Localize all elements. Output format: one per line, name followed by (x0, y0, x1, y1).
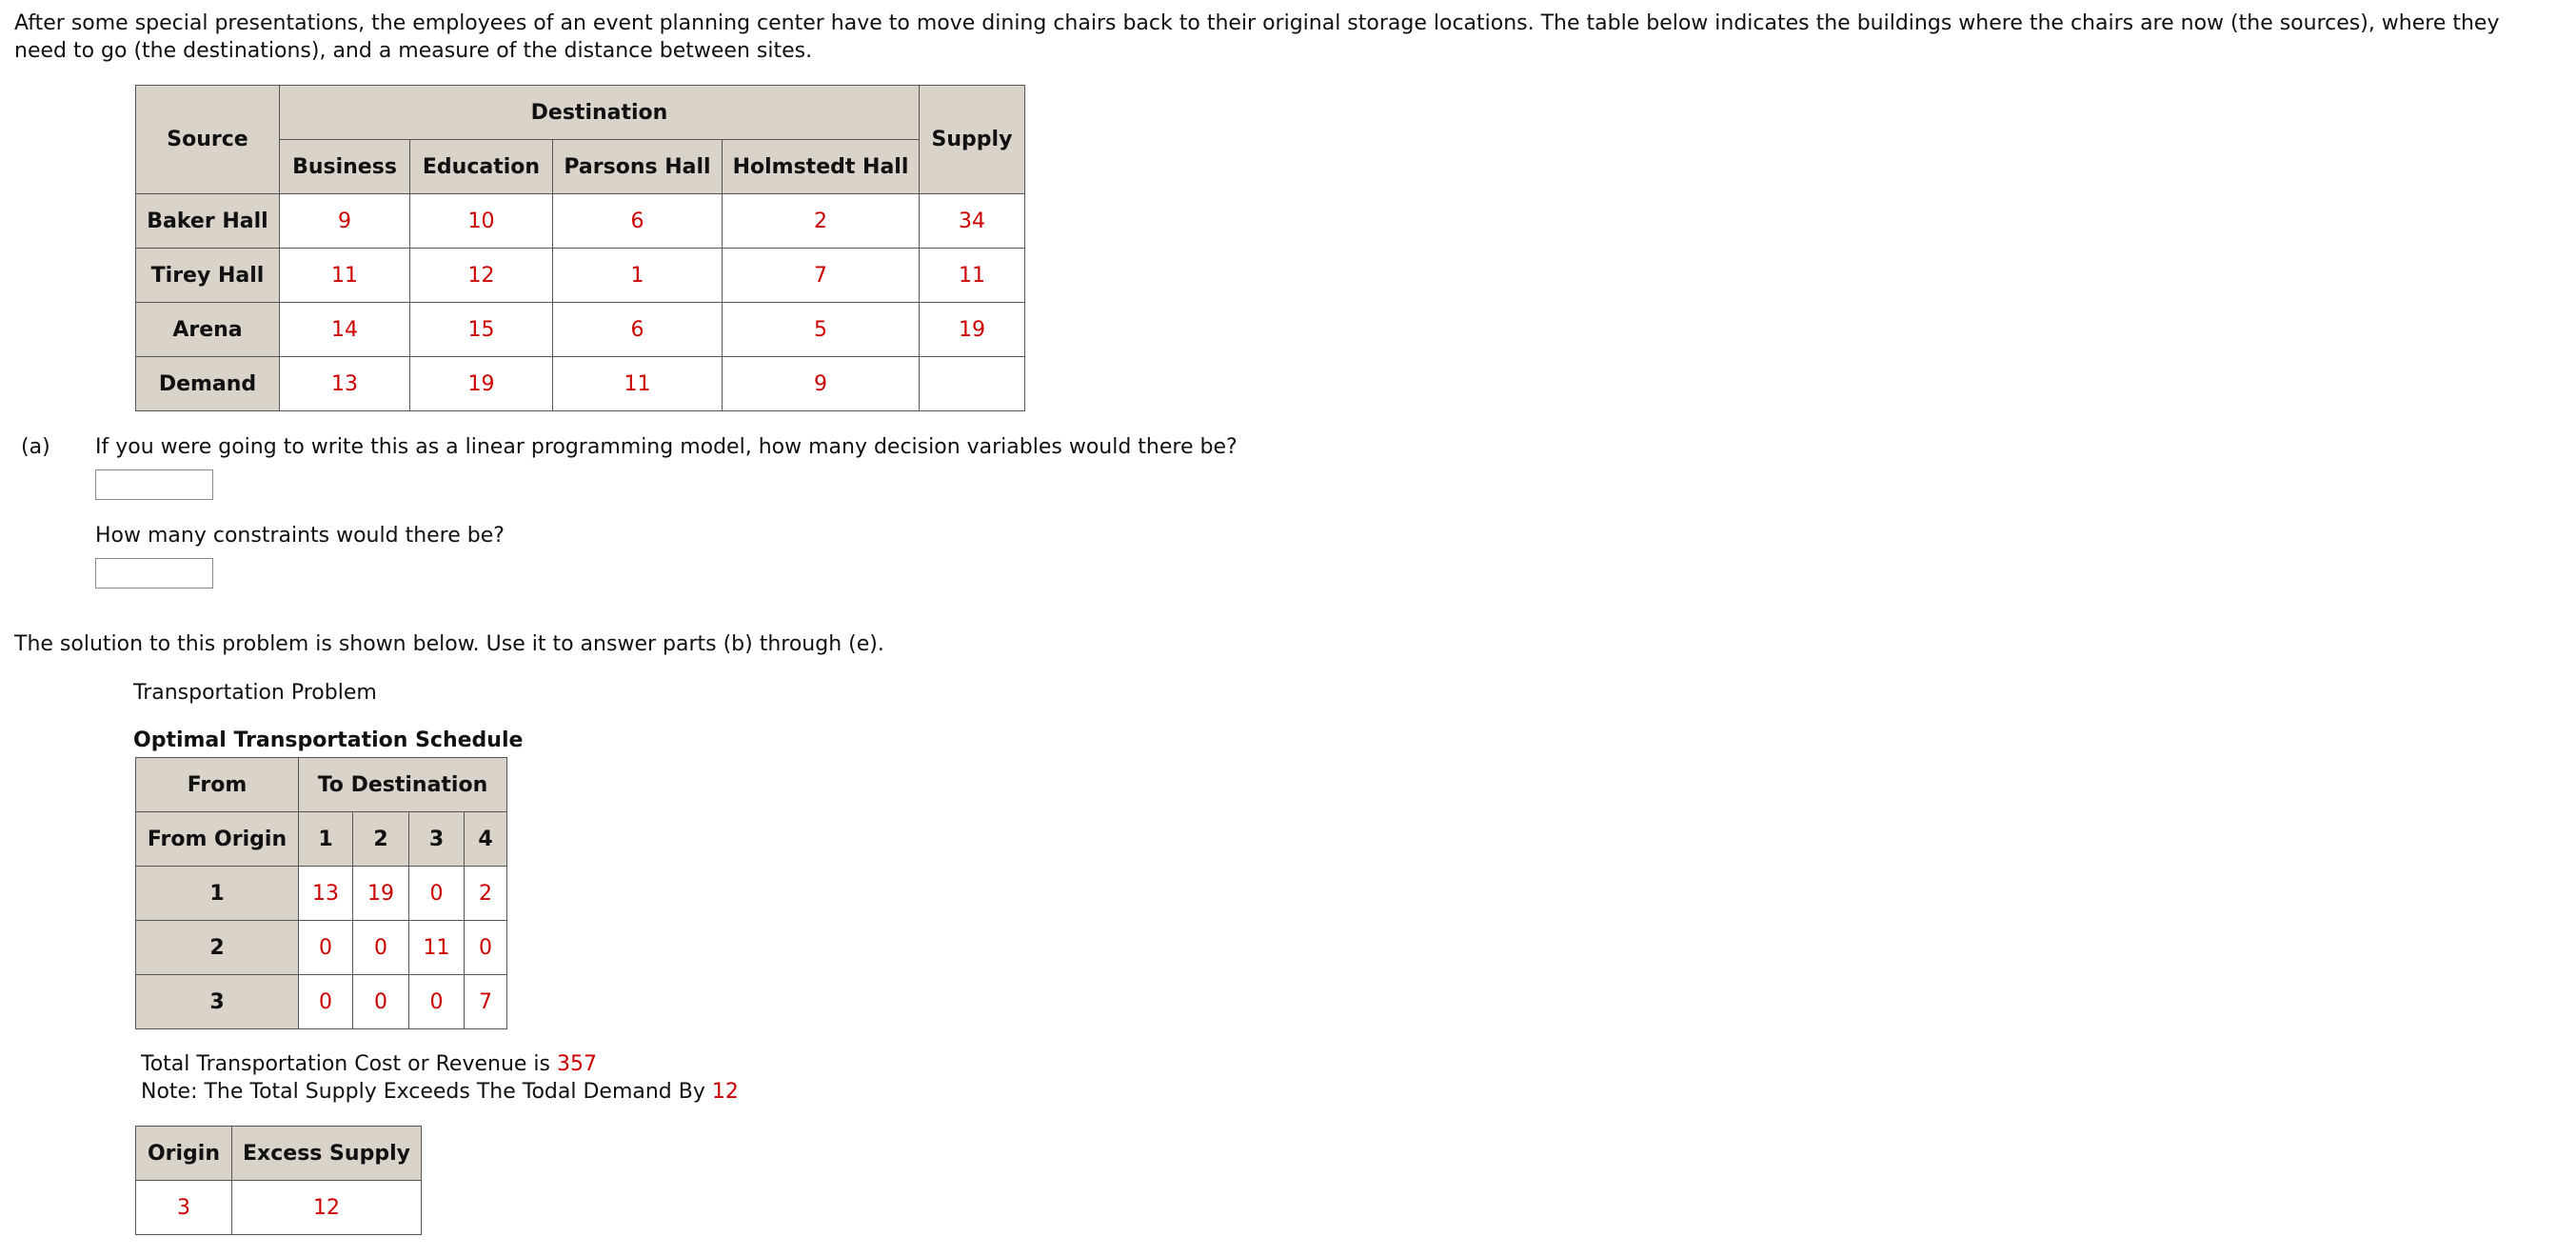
table-row (136, 1181, 422, 1235)
excess-note-line (141, 1078, 739, 1106)
table-row (136, 867, 507, 921)
schedule-title: Optimal Transportation Schedule (133, 728, 524, 752)
shipment-cell: 0 (465, 921, 507, 975)
table-row (136, 975, 507, 1029)
empty-cell (920, 357, 1025, 411)
distance-cell: 9 (280, 194, 410, 249)
shipment-cell: 0 (299, 975, 353, 1029)
problem-title: Transportation Problem (133, 681, 377, 705)
total-cost-line (141, 1050, 597, 1078)
demand-label: Demand (136, 357, 280, 411)
shipment-cell: 0 (353, 975, 409, 1029)
source-header: Source (136, 86, 280, 194)
distance-cell: 11 (280, 249, 410, 303)
distance-cell: 12 (410, 249, 553, 303)
distance-cell: 7 (723, 249, 920, 303)
distance-cell: 10 (410, 194, 553, 249)
dest-col-header: Parsons Hall (553, 140, 723, 194)
source-label: Arena (136, 303, 280, 357)
intro-paragraph: After some special presentations, the employees of an event planning center have to move dining chairs back to their original storage locations. The table below indicates the buildings where the chairs are now (the sources), where they need to go (the destinations), and a measure of the distance between sites. (14, 11, 2500, 63)
demand-cell: 9 (723, 357, 920, 411)
dest-col-header: 2 (353, 812, 409, 867)
shipment-cell: 2 (465, 867, 507, 921)
dest-col-header: Holmstedt Hall (723, 140, 920, 194)
optimal-schedule-table (135, 757, 507, 1029)
distance-cell: 1 (553, 249, 723, 303)
question-constraints: How many constraints would there be? (95, 524, 505, 548)
table-row (136, 921, 507, 975)
dest-col-header: Business (280, 140, 410, 194)
demand-cell: 19 (410, 357, 553, 411)
distance-cell: 6 (553, 194, 723, 249)
shipment-cell: 11 (409, 921, 465, 975)
total-cost-label: Total Transportation Cost or Revenue is (141, 1052, 550, 1076)
shipment-cell: 13 (299, 867, 353, 921)
total-cost-value: 357 (557, 1052, 597, 1076)
shipment-cell: 0 (299, 921, 353, 975)
table-row (136, 194, 1025, 249)
supply-cell: 19 (920, 303, 1025, 357)
constraints-input[interactable] (95, 558, 213, 589)
table-row (136, 357, 1025, 411)
source-label: Tirey Hall (136, 249, 280, 303)
excess-note-value: 12 (711, 1080, 739, 1104)
distance-cell: 2 (723, 194, 920, 249)
solution-intro: The solution to this problem is shown below. Use it to answer parts (b) through (e). (14, 632, 884, 656)
dest-col-header: Education (410, 140, 553, 194)
decision-variables-input[interactable] (95, 469, 213, 500)
part-label: (a) (21, 435, 50, 459)
shipment-cell: 0 (353, 921, 409, 975)
dest-col-header: 4 (465, 812, 507, 867)
origin-label: 1 (136, 867, 299, 921)
supply-cell: 34 (920, 194, 1025, 249)
dest-col-header: 3 (409, 812, 465, 867)
from-header: From (136, 758, 299, 812)
excess-supply-header: Excess Supply (232, 1127, 422, 1181)
distance-cell: 6 (553, 303, 723, 357)
excess-supply-table (135, 1126, 422, 1235)
shipment-cell: 7 (465, 975, 507, 1029)
origin-label: 2 (136, 921, 299, 975)
supply-cell: 11 (920, 249, 1025, 303)
distance-cell: 5 (723, 303, 920, 357)
demand-cell: 11 (553, 357, 723, 411)
table-row (136, 249, 1025, 303)
distance-cell: 15 (410, 303, 553, 357)
origin-label: 3 (136, 975, 299, 1029)
dest-col-header: 1 (299, 812, 353, 867)
table-row (136, 303, 1025, 357)
from-origin-header: From Origin (136, 812, 299, 867)
question-decision-variables: If you were going to write this as a linear programming model, how many decision variables would there be? (95, 435, 1238, 459)
excess-origin-cell: 3 (136, 1181, 232, 1235)
distance-cell: 14 (280, 303, 410, 357)
demand-cell: 13 (280, 357, 410, 411)
destination-header: Destination (280, 86, 920, 140)
shipment-cell: 0 (409, 867, 465, 921)
to-destination-header: To Destination (299, 758, 507, 812)
shipment-cell: 19 (353, 867, 409, 921)
source-label: Baker Hall (136, 194, 280, 249)
distance-table (135, 85, 1025, 411)
shipment-cell: 0 (409, 975, 465, 1029)
origin-header: Origin (136, 1127, 232, 1181)
supply-header: Supply (920, 86, 1025, 194)
excess-note-label: Note: The Total Supply Exceeds The Todal Demand By (141, 1080, 705, 1104)
excess-value-cell: 12 (232, 1181, 422, 1235)
